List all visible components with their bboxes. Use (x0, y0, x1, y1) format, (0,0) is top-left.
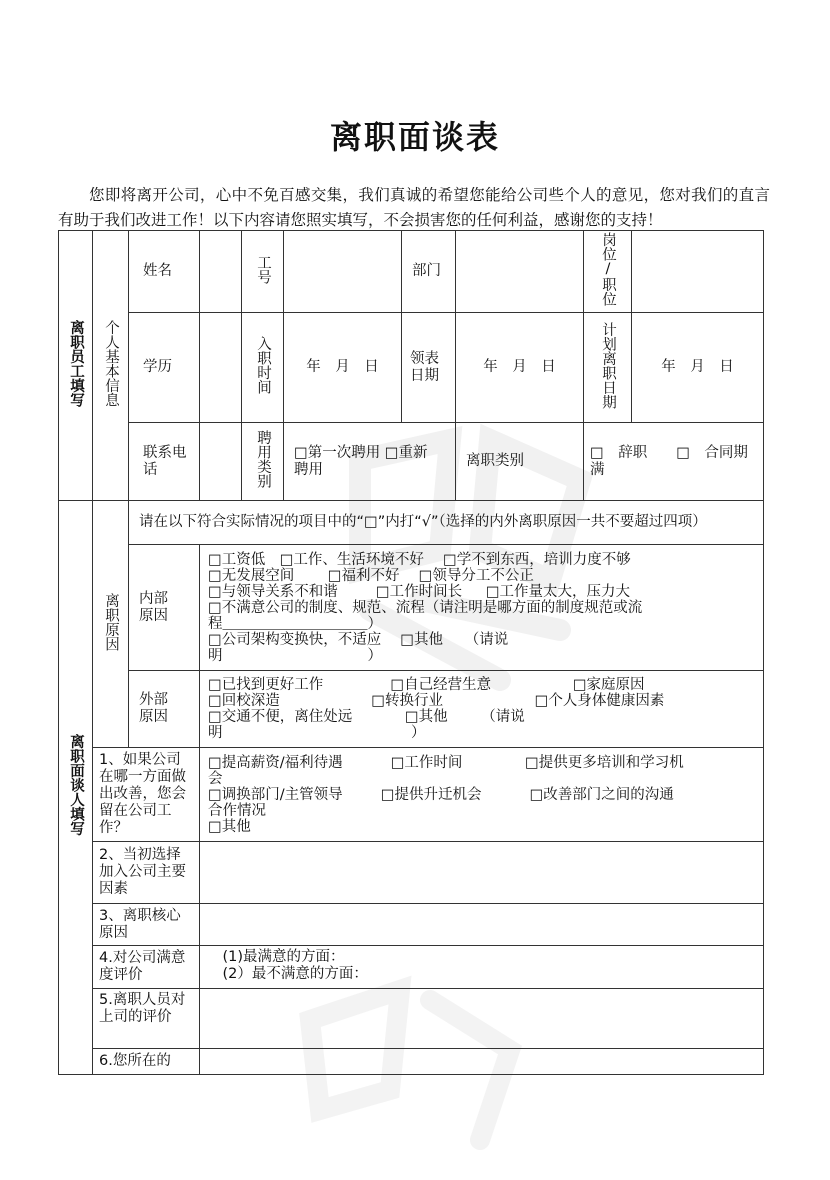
internal-reason-options[interactable]: □工资低 □工作、生活环境不好 □学不到东西，培训力度不够 □无发展空间 □福利不好 □领导分工不公正 □与领导关系不和谐 □工作时间长 □工作量太大，压力大 □不满意公司的制度、规范、流程（请注明是哪方面的制度规范或流 程＿＿＿＿＿＿＿＿＿＿） □公司架构变换快，不适应 □其他 （请说 明 ） (200, 545, 764, 671)
question-3-label: 3、离职核心原因 (93, 904, 200, 946)
section-interviewer-label: 离职面谈人填写 (59, 501, 93, 1075)
employee-no-field[interactable] (284, 231, 402, 313)
question-6-label: 6.您所在的 (93, 1049, 200, 1075)
education-label: 学历 (129, 313, 200, 423)
question-5-field[interactable] (200, 989, 764, 1049)
education-field[interactable] (200, 313, 242, 423)
phone-label: 联系电话 (129, 423, 200, 501)
question-2-field[interactable] (200, 842, 764, 904)
question-4-field[interactable]: (1)最满意的方面： (2）最不满意的方面： (200, 946, 764, 989)
instruction-text: 请在以下符合实际情况的项目中的“□”内打“√”（选择的内外离职原因一共不要超过四项） (129, 501, 764, 545)
leave-reason-label: 离职原因 (93, 501, 129, 748)
section-employee-label: 离职员工填写 (59, 231, 93, 501)
position-label: 岗位/职位 (584, 231, 632, 313)
hire-date-field[interactable]: 年 月 日 (284, 313, 402, 423)
planned-leave-date-field[interactable]: 年 月 日 (632, 313, 764, 423)
intro-text: 您即将离开公司，心中不免百感交集，我们真诚的希望您能给公司些个人的意见，您对我们的直言有助于我们改进工作！以下内容请您照实填写，不会损害您的任何利益，感谢您的支持！ (58, 186, 770, 229)
question-4-label: 4.对公司满意度评价 (93, 946, 200, 989)
external-reason-options[interactable]: □已找到更好工作 □自己经营生意 □家庭原因 □回校深造 □转换行业 □个人身体健康因素 □交通不便，离住处远 □其他 （请说 明 ） (200, 671, 764, 748)
name-label: 姓名 (129, 231, 200, 313)
hire-type-options[interactable]: □第一次聘用 □重新 聘用 (284, 423, 456, 501)
leave-type-options[interactable]: □ 辞职 □ 合同期 满 (584, 423, 764, 501)
exit-interview-form (58, 230, 764, 1075)
page-title: 离职面谈表 (329, 118, 500, 156)
form-date-field[interactable]: 年 月 日 (456, 313, 584, 423)
question-3-field[interactable] (200, 904, 764, 946)
department-label: 部门 (402, 231, 456, 313)
question-1-label: 1、如果公司在哪一方面做出改善，您会留在公司工作？ (93, 748, 200, 842)
question-6-field[interactable] (200, 1049, 764, 1075)
question-2-label: 2、当初选择加入公司主要因素 (93, 842, 200, 904)
hire-date-label: 入职时间 (242, 313, 284, 423)
planned-leave-date-label: 计划离职日期 (584, 313, 632, 423)
leave-type-label: 离职类别 (456, 423, 584, 501)
form-date-label: 领表日期 (402, 313, 456, 423)
external-reason-label: 外部原因 (129, 671, 200, 748)
hire-type-label: 聘用类别 (242, 423, 284, 501)
internal-reason-label: 内部原因 (129, 545, 200, 671)
phone-field[interactable] (200, 423, 242, 501)
question-1-options[interactable]: □提高薪资/福利待遇 □工作时间 □提供更多培训和学习机 会 □调换部门/主管领导 □提供升迁机会 □改善部门之间的沟通 合作情况 □其他 (200, 748, 764, 842)
basic-info-label: 个人基本信息 (93, 231, 129, 501)
name-field[interactable] (200, 231, 242, 313)
employee-no-label: 工号 (242, 231, 284, 313)
department-field[interactable] (456, 231, 584, 313)
position-field[interactable] (632, 231, 764, 313)
question-5-label: 5.离职人员对上司的评价 (93, 989, 200, 1049)
